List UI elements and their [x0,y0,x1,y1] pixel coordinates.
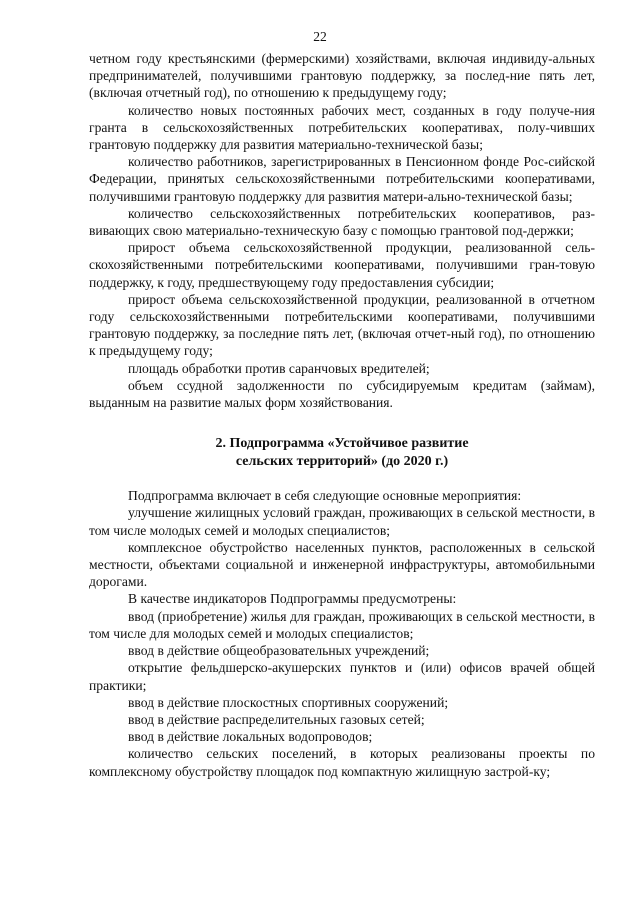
paragraph: открытие фельдшерско-акушерских пунктов и (или) офисов врачей общей практики; [89,660,595,693]
paragraph: количество работников, зарегистрированных в Пенсионном фонде Рос-сийской Федерации, принятых сельскохозяйственными потребительскими кооперативами, получившими грантовую поддержку для развития матери-ально-технической базы; [89,154,595,204]
paragraph: комплексное обустройство населенных пунктов, расположенных в сельской местности, объектами социальной и инженерной инфраструктуры, автомобильными дорогами. [89,539,595,590]
paragraph: количество сельскохозяйственных потребительских кооперативов, раз-вивающих свою материально-техническую базу с помощью грантовой под-держки; [89,205,595,239]
paragraph: ввод в действие локальных водопроводов; [128,729,373,745]
paragraph: улучшение жилищных условий граждан, проживающих в сельской местности, в том числе молодых семей и молодых специалистов; [89,505,595,538]
paragraph: ввод в действие общеобразовательных учреждений; [128,643,430,659]
paragraph: площадь обработки против саранчовых вредителей; [128,360,430,376]
section-2-heading [89,435,595,470]
page-number: 22 [313,29,327,44]
paragraph: количество новых постоянных рабочих мест, созданных в году получе-ния гранта в сельскохозяйственных потребительских кооперативах, полу-чивших грантовую поддержку для развития материально-технической базы; [89,102,595,153]
paragraph: объем ссудной задолженности по субсидируемым кредитам (займам), выданным на развитие малых форм хозяйствования. [89,377,595,411]
paragraph: прирост объема сельскохозяйственной продукции, реализованной в отчетном году сельскохозяйственными потребительскими кооперативами, получившими грантовую поддержку, за последние пять лет, (включая отчет-ный год), по отношению к предыдущему году; [89,291,595,359]
paragraph: ввод в действие распределительных газовых сетей; [128,711,425,727]
paragraph: прирост объема сельскохозяйственной продукции, реализованной сель-скохозяйственными потребительскими кооперативами, получившими гран-товую поддержку, к году, предшествующему году предоставления субсидии; [89,240,595,290]
paragraph: ввод в действие плоскостных спортивных сооружений; [128,694,449,710]
section-2-content [89,487,595,779]
paragraph: Подпрограмма включает в себя следующие основные мероприятия: [128,488,522,504]
section-2-heading-line-2: сельских территорий» (до 2020 г.) [235,453,449,469]
paragraph: ввод (приобретение) жилья для граждан, проживающих в сельской местности, в том числе для молодых семей и молодых специалистов; [89,608,595,641]
paragraph: В качестве индикаторов Подпрограммы предусмотрены: [128,591,457,607]
document-body [89,50,595,780]
section-1-indicator-list [89,50,595,411]
section-2-heading-line-1: 2. Подпрограмма «Устойчивое развитие [215,436,469,452]
paragraph: четном году крестьянскими (фермерскими) хозяйствами, включая индивиду-альных предпринимателей, получившими грантовую поддержку, за послед-ние пять лет, (включая отчетный год), по отношению к предыдущему году; [89,51,595,101]
paragraph: количество сельских поселений, в которых реализованы проекты по комплексному обустройству площадок под компактную жилищную застрой-ку; [89,746,595,779]
